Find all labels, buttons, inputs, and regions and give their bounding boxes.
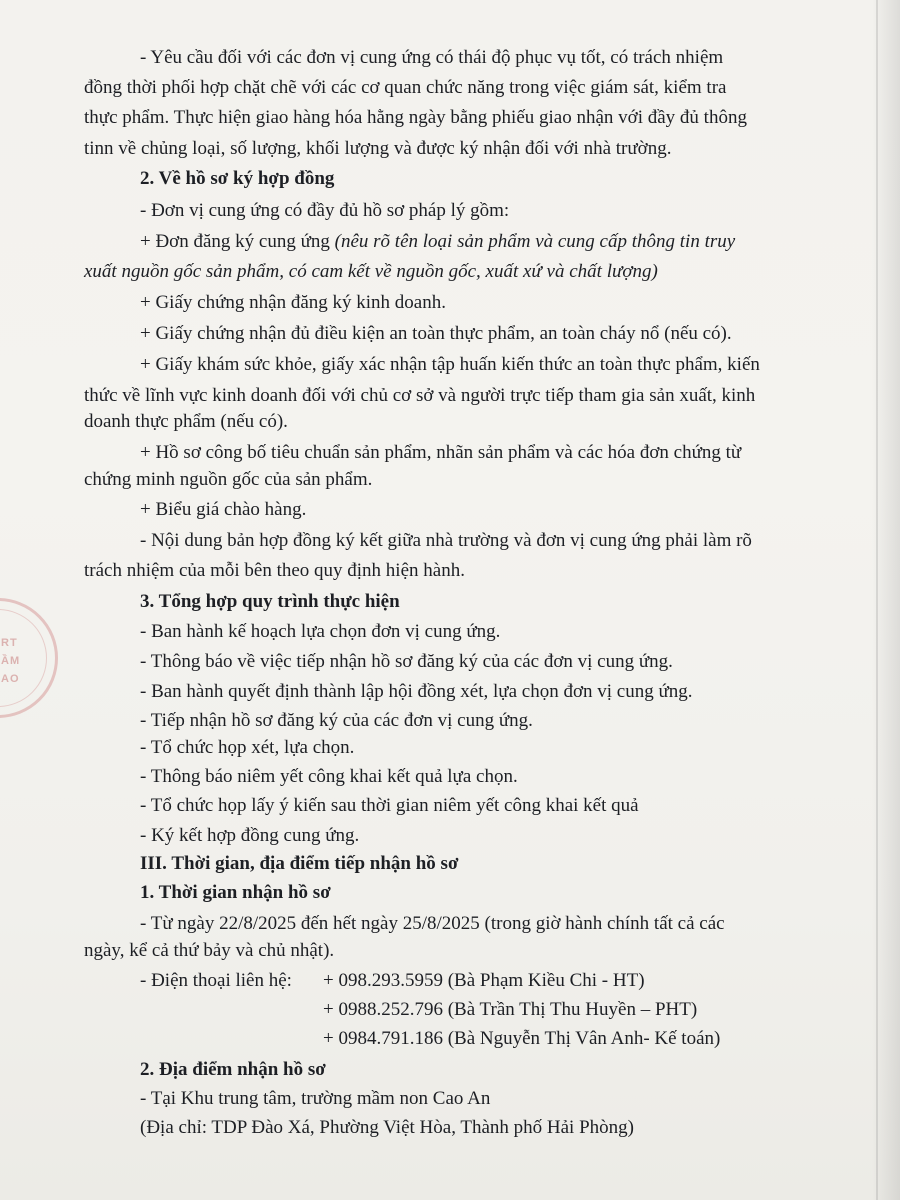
phone-label: - Điện thoại liên hệ:	[140, 970, 292, 991]
paragraph-line: tinn về chủng loại, số lượng, khối lượng và được ký nhận đối với nhà trường.	[84, 138, 672, 159]
paragraph-line: - Tại Khu trung tâm, trường mầm non Cao An	[140, 1088, 491, 1109]
subsection-heading: 2. Địa điểm nhận hồ sơ	[140, 1059, 326, 1080]
seal-text: ẦM	[1, 655, 21, 667]
paragraph-line: + Biểu giá chào hàng.	[140, 499, 307, 520]
list-item: - Ban hành kế hoạch lựa chọn đơn vị cung ứng.	[140, 621, 501, 642]
list-item: - Tiếp nhận hồ sơ đăng ký của các đơn vị cung ứng.	[140, 710, 533, 731]
paragraph-line: doanh thực phẩm (nếu có).	[84, 411, 288, 432]
paragraph-line: - Đơn vị cung ứng có đầy đủ hồ sơ pháp lý gồm:	[140, 200, 510, 221]
paragraph-line: trách nhiệm của mỗi bên theo quy định hiện hành.	[84, 560, 465, 581]
phone-contact: + 0988.252.796 (Bà Trần Thị Thu Huyền – PHT)	[323, 999, 698, 1020]
paragraph-line	[140, 229, 735, 255]
list-item: - Tổ chức họp lấy ý kiến sau thời gian niêm yết công khai kết quả	[140, 795, 639, 816]
phone-contact: + 0984.791.186 (Bà Nguyễn Thị Vân Anh- Kế toán)	[323, 1028, 721, 1049]
section-heading: 2. Về hồ sơ ký hợp đồng	[140, 168, 335, 189]
paragraph-line: thức về lĩnh vực kinh doanh đối với chủ cơ sở và người trực tiếp tham gia sản xuất, kinh	[84, 385, 756, 406]
list-item: - Tổ chức họp xét, lựa chọn.	[140, 737, 355, 758]
section-heading: 3. Tổng hợp quy trình thực hiện	[140, 591, 400, 612]
item-text: + Đơn đăng ký cung ứng	[140, 231, 335, 252]
paragraph-line: + Giấy khám sức khỏe, giấy xác nhận tập huấn kiến thức an toàn thực phẩm, kiến	[140, 354, 760, 375]
list-item: - Thông báo niêm yết công khai kết quả lựa chọn.	[140, 766, 518, 787]
red-seal-stamp	[0, 598, 58, 718]
paragraph-line: - Yêu cầu đối với các đơn vị cung ứng có thái độ phục vụ tốt, có trách nhiệm	[140, 47, 724, 68]
item-note: (nêu rõ tên loại sản phẩm và cung cấp thông tin truy	[334, 231, 736, 252]
seal-text: RT	[1, 637, 18, 649]
paragraph-line: - Nội dung bản hợp đồng ký kết giữa nhà trường và đơn vị cung ứng phải làm rõ	[140, 530, 752, 551]
paragraph-line: đồng thời phối hợp chặt chẽ với các cơ quan chức năng trong việc giám sát, kiểm tra	[84, 77, 727, 98]
phone-contact: + 098.293.5959 (Bà Phạm Kiều Chi - HT)	[323, 970, 645, 991]
paragraph-line: + Giấy chứng nhận đủ điều kiện an toàn thực phẩm, an toàn cháy nổ (nếu có).	[140, 323, 732, 344]
list-item: - Thông báo về việc tiếp nhận hồ sơ đăng ký của các đơn vị cung ứng.	[140, 651, 673, 672]
list-item: - Ký kết hợp đồng cung ứng.	[140, 825, 360, 846]
page-fold-line	[876, 0, 878, 1200]
paragraph-line: ngày, kể cả thứ bảy và chủ nhật).	[84, 940, 335, 961]
subsection-heading: 1. Thời gian nhận hồ sơ	[140, 882, 331, 903]
paragraph-line: thực phẩm. Thực hiện giao hàng hóa hằng ngày bằng phiếu giao nhận với đầy đủ thông	[84, 107, 747, 128]
paragraph-line: + Hồ sơ công bố tiêu chuẩn sản phẩm, nhãn sản phẩm và các hóa đơn chứng từ	[140, 442, 742, 463]
paragraph-line: xuất nguồn gốc sản phẩm, có cam kết về nguồn gốc, xuất xứ và chất lượng)	[84, 261, 658, 282]
paragraph-line: chứng minh nguồn gốc của sản phẩm.	[84, 469, 373, 490]
section-heading: III. Thời gian, địa điểm tiếp nhận hồ sơ	[140, 853, 459, 874]
paragraph-line: - Từ ngày 22/8/2025 đến hết ngày 25/8/2025 (trong giờ hành chính tất cả các	[140, 913, 725, 934]
paragraph-line: (Địa chỉ: TDP Đào Xá, Phường Việt Hòa, Thành phố Hải Phòng)	[140, 1117, 634, 1138]
paragraph-line: + Giấy chứng nhận đăng ký kinh doanh.	[140, 292, 446, 313]
list-item: - Ban hành quyết định thành lập hội đồng xét, lựa chọn đơn vị cung ứng.	[140, 681, 693, 702]
seal-text: AO	[1, 673, 20, 685]
